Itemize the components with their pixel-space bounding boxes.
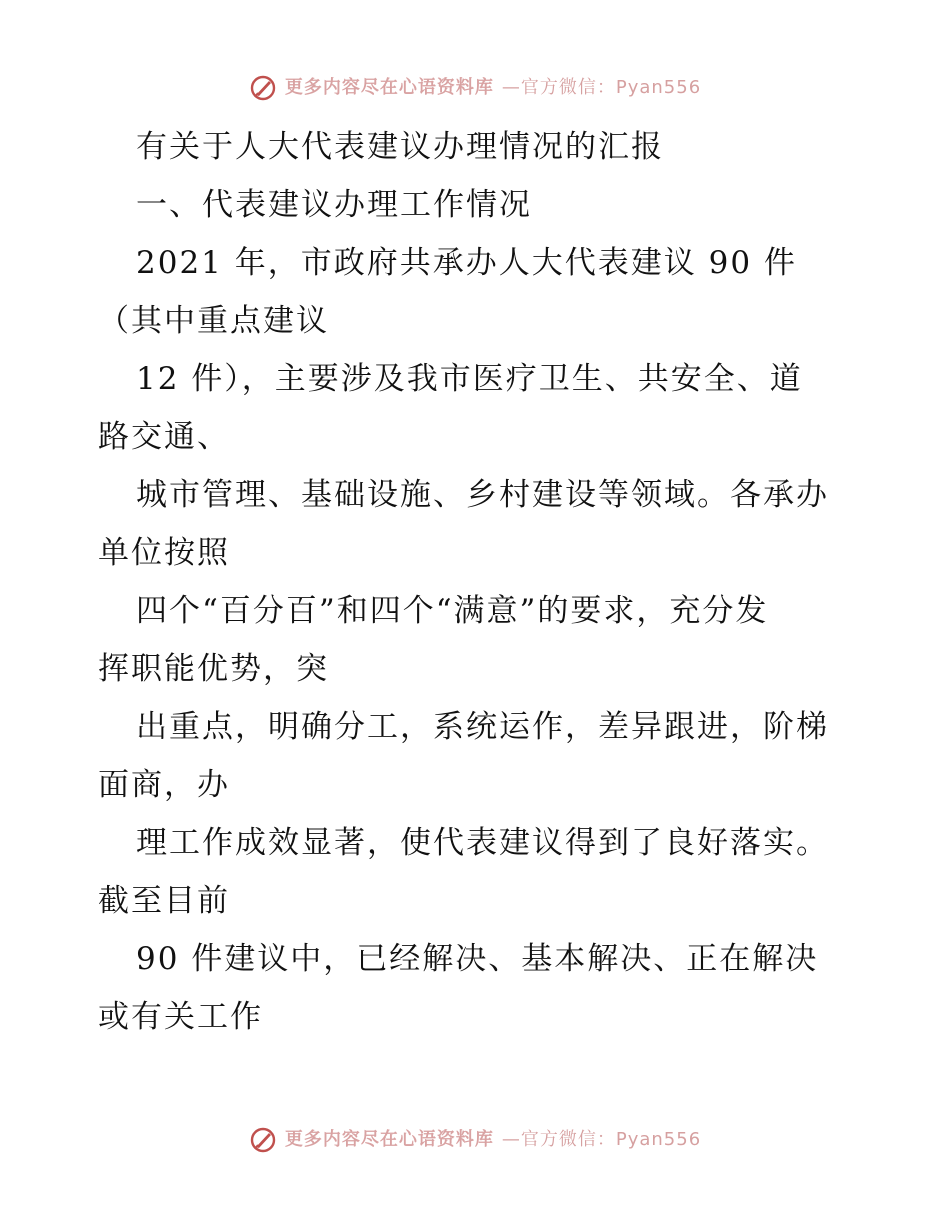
paragraph-line: 四个“百分百”和四个“满意”的要求，充分发 [136,593,769,629]
paragraph-line: 城市管理、基础设施、乡村建设等领域。各承办 [136,477,829,513]
watermark-contact-text: —官方微信：Pyan556 [501,1129,702,1150]
watermark-brand-text: 更多内容尽在心语资料库 [284,1129,494,1150]
quill-pen-icon [249,74,277,102]
footer-watermark [0,1126,950,1154]
header-watermark [0,74,950,102]
doc-title: 有关于人大代表建议办理情况的汇报 [136,129,664,165]
section-heading: 一、代表建议办理工作情况 [136,187,532,223]
paragraph-line: 挥职能优势，突 [98,651,329,687]
paragraph-line: 面商，办 [98,767,230,803]
paragraph-line: 理工作成效显著，使代表建议得到了良好落实。 [136,825,829,861]
paragraph-line: 路交通、 [98,419,230,455]
paragraph-line: 12 件），主要涉及我市医疗卫生、共安全、道 [136,361,803,397]
quill-pen-icon [249,1126,277,1154]
paragraph-line: 90 件建议中，已经解决、基本解决、正在解决 [136,941,819,977]
paragraph-line: 截至目前 [98,883,230,919]
paragraph-line: 单位按照 [98,535,230,571]
paragraph-line: 或有关工作 [98,999,263,1035]
paragraph-line: （其中重点建议 [98,303,329,339]
watermark-brand-text: 更多内容尽在心语资料库 [284,77,494,98]
document-body [98,118,858,1046]
paragraph-line: 出重点，明确分工，系统运作，差异跟进，阶梯 [136,709,829,745]
paragraph-line: 2021 年，市政府共承办人大代表建议 90 件 [136,245,797,281]
watermark-contact-text: —官方微信：Pyan556 [501,77,702,98]
